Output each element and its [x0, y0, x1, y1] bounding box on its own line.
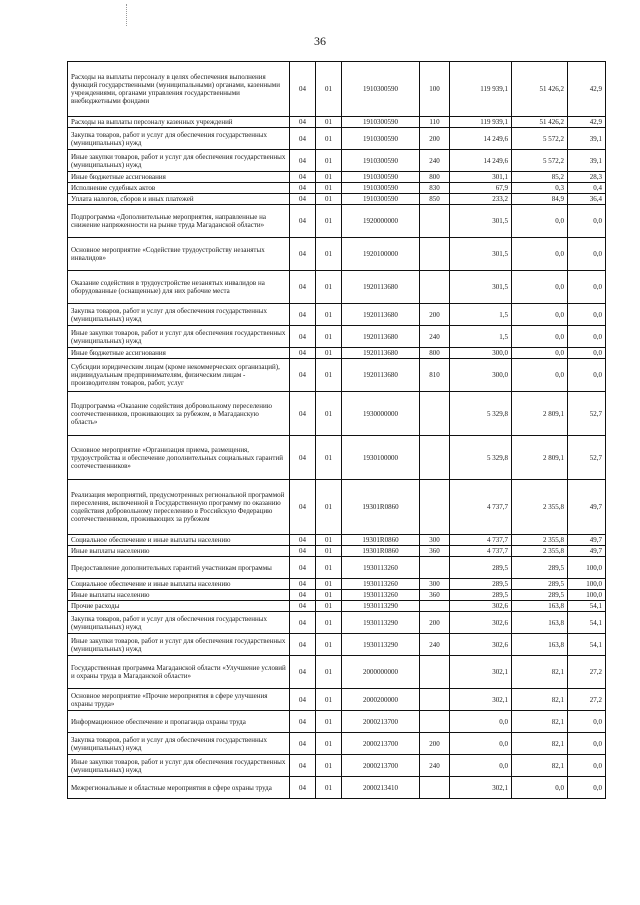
target-article: 1910300590 — [342, 150, 420, 172]
target-article: 2000000000 — [342, 656, 420, 689]
section-code: 04 — [290, 557, 316, 579]
table-row — [68, 601, 606, 612]
section-code: 04 — [290, 348, 316, 359]
target-article: 1920000000 — [342, 205, 420, 238]
table-row — [68, 777, 606, 799]
executed-amount: 0,0 — [512, 777, 568, 799]
execution-percent: 49,7 — [568, 535, 606, 546]
item-name: Подпрограмма «Оказание содействия добровольному переселению соотечественников, проживающих за рубежом, в Магаданскую область» — [68, 392, 290, 436]
subsection-code: 01 — [316, 117, 342, 128]
planned-amount: 5 329,8 — [450, 436, 512, 480]
executed-amount: 84,9 — [512, 194, 568, 205]
expense-type: 200 — [420, 733, 450, 755]
planned-amount: 302,1 — [450, 689, 512, 711]
executed-amount: 2 355,8 — [512, 535, 568, 546]
executed-amount: 163,8 — [512, 601, 568, 612]
table-row — [68, 238, 606, 271]
target-article: 1930100000 — [342, 436, 420, 480]
expense-type: 200 — [420, 128, 450, 150]
expense-type: 300 — [420, 535, 450, 546]
table-row — [68, 150, 606, 172]
section-code: 04 — [290, 612, 316, 634]
target-article: 1920113680 — [342, 326, 420, 348]
target-article: 1920100000 — [342, 238, 420, 271]
expense-type: 830 — [420, 183, 450, 194]
execution-percent: 0,0 — [568, 733, 606, 755]
section-code: 04 — [290, 359, 316, 392]
subsection-code: 01 — [316, 480, 342, 535]
table-row — [68, 326, 606, 348]
execution-percent: 27,2 — [568, 656, 606, 689]
subsection-code: 01 — [316, 535, 342, 546]
executed-amount: 0,0 — [512, 205, 568, 238]
executed-amount: 0,3 — [512, 183, 568, 194]
page-number: 36 — [314, 34, 326, 48]
subsection-code: 01 — [316, 601, 342, 612]
planned-amount: 302,1 — [450, 656, 512, 689]
item-name: Прочие расходы — [68, 601, 290, 612]
item-name: Основное мероприятие «Организация приема, размещения, трудоустройства и обеспечение дополнительных социальных гарантий соотечественников» — [68, 436, 290, 480]
item-name: Иные выплаты населению — [68, 546, 290, 557]
planned-amount: 119 939,1 — [450, 117, 512, 128]
executed-amount: 5 572,2 — [512, 150, 568, 172]
target-article: 2000213700 — [342, 711, 420, 733]
table-row — [68, 194, 606, 205]
subsection-code: 01 — [316, 359, 342, 392]
executed-amount: 0,0 — [512, 326, 568, 348]
execution-percent: 42,9 — [568, 117, 606, 128]
section-code: 04 — [290, 436, 316, 480]
target-article: 1920113680 — [342, 304, 420, 326]
executed-amount: 163,8 — [512, 612, 568, 634]
table-row — [68, 535, 606, 546]
expense-type: 240 — [420, 150, 450, 172]
expense-type: 240 — [420, 326, 450, 348]
table-row — [68, 348, 606, 359]
planned-amount: 0,0 — [450, 755, 512, 777]
item-name: Государственная программа Магаданской области «Улучшение условий и охраны труда в Магаданской области» — [68, 656, 290, 689]
execution-percent: 0,4 — [568, 183, 606, 194]
section-code: 04 — [290, 634, 316, 656]
execution-percent: 39,1 — [568, 128, 606, 150]
execution-percent: 0,0 — [568, 238, 606, 271]
section-code: 04 — [290, 601, 316, 612]
expense-type — [420, 557, 450, 579]
subsection-code: 01 — [316, 590, 342, 601]
expense-type: 850 — [420, 194, 450, 205]
target-article: 1910300590 — [342, 172, 420, 183]
execution-percent: 54,1 — [568, 601, 606, 612]
subsection-code: 01 — [316, 711, 342, 733]
expense-type — [420, 436, 450, 480]
expense-type: 810 — [420, 359, 450, 392]
target-article: 1910300590 — [342, 117, 420, 128]
section-code: 04 — [290, 271, 316, 304]
subsection-code: 01 — [316, 689, 342, 711]
item-name: Закупка товаров, работ и услуг для обеспечения государственных (муниципальных) нужд — [68, 128, 290, 150]
expense-type: 800 — [420, 348, 450, 359]
execution-percent: 100,0 — [568, 579, 606, 590]
executed-amount: 51 426,2 — [512, 117, 568, 128]
expense-type — [420, 238, 450, 271]
section-code: 04 — [290, 326, 316, 348]
planned-amount: 302,6 — [450, 612, 512, 634]
expense-type — [420, 689, 450, 711]
item-name: Иные закупки товаров, работ и услуг для обеспечения государственных (муниципальных) нужд — [68, 326, 290, 348]
execution-percent: 100,0 — [568, 557, 606, 579]
subsection-code: 01 — [316, 392, 342, 436]
subsection-code: 01 — [316, 194, 342, 205]
execution-percent: 0,0 — [568, 348, 606, 359]
item-name: Иные бюджетные ассигнования — [68, 172, 290, 183]
table-row — [68, 590, 606, 601]
execution-percent: 0,0 — [568, 777, 606, 799]
item-name: Реализация мероприятий, предусмотренных региональной программой переселения, включенной в Государственную программу по оказанию содействия добровольному переселению в Российскую Федерацию соотечественников, проживающих за рубежом — [68, 480, 290, 535]
item-name: Иные закупки товаров, работ и услуг для обеспечения государственных (муниципальных) нужд — [68, 755, 290, 777]
item-name: Информационное обеспечение и пропаганда охраны труда — [68, 711, 290, 733]
planned-amount: 301,1 — [450, 172, 512, 183]
expense-type — [420, 656, 450, 689]
item-name: Закупка товаров, работ и услуг для обеспечения государственных (муниципальных) нужд — [68, 612, 290, 634]
execution-percent: 52,7 — [568, 392, 606, 436]
table-row — [68, 546, 606, 557]
table-row — [68, 689, 606, 711]
target-article: 19301R0860 — [342, 546, 420, 557]
subsection-code: 01 — [316, 777, 342, 799]
table-row — [68, 271, 606, 304]
section-code: 04 — [290, 579, 316, 590]
expense-type — [420, 480, 450, 535]
table-row — [68, 436, 606, 480]
subsection-code: 01 — [316, 546, 342, 557]
expense-type — [420, 392, 450, 436]
expense-type — [420, 711, 450, 733]
executed-amount: 82,1 — [512, 656, 568, 689]
section-code: 04 — [290, 194, 316, 205]
section-code: 04 — [290, 117, 316, 128]
target-article: 1920113680 — [342, 271, 420, 304]
item-name: Закупка товаров, работ и услуг для обеспечения государственных (муниципальных) нужд — [68, 304, 290, 326]
item-name: Уплата налогов, сборов и иных платежей — [68, 194, 290, 205]
item-name: Закупка товаров, работ и услуг для обеспечения государственных (муниципальных) нужд — [68, 733, 290, 755]
subsection-code: 01 — [316, 612, 342, 634]
executed-amount: 5 572,2 — [512, 128, 568, 150]
section-code: 04 — [290, 777, 316, 799]
subsection-code: 01 — [316, 271, 342, 304]
subsection-code: 01 — [316, 579, 342, 590]
executed-amount: 289,5 — [512, 557, 568, 579]
table-row — [68, 62, 606, 117]
planned-amount: 14 249,6 — [450, 150, 512, 172]
planned-amount: 1,5 — [450, 326, 512, 348]
planned-amount: 289,5 — [450, 590, 512, 601]
table-row — [68, 117, 606, 128]
item-name: Социальное обеспечение и иные выплаты населению — [68, 535, 290, 546]
execution-percent: 100,0 — [568, 590, 606, 601]
planned-amount: 4 737,7 — [450, 480, 512, 535]
target-article: 1910300590 — [342, 62, 420, 117]
planned-amount: 5 329,8 — [450, 392, 512, 436]
planned-amount: 4 737,7 — [450, 546, 512, 557]
execution-percent: 39,1 — [568, 150, 606, 172]
planned-amount: 301,5 — [450, 205, 512, 238]
expense-type: 800 — [420, 172, 450, 183]
execution-percent: 49,7 — [568, 480, 606, 535]
planned-amount: 4 737,7 — [450, 535, 512, 546]
target-article: 1930113260 — [342, 590, 420, 601]
execution-percent: 0,0 — [568, 359, 606, 392]
expense-type: 240 — [420, 755, 450, 777]
target-article: 1910300590 — [342, 194, 420, 205]
expense-type — [420, 271, 450, 304]
target-article: 1930113290 — [342, 601, 420, 612]
executed-amount: 82,1 — [512, 755, 568, 777]
item-name: Иные выплаты населению — [68, 590, 290, 601]
section-code: 04 — [290, 238, 316, 271]
section-code: 04 — [290, 304, 316, 326]
item-name: Иные закупки товаров, работ и услуг для обеспечения государственных (муниципальных) нужд — [68, 150, 290, 172]
expense-type — [420, 777, 450, 799]
execution-percent: 49,7 — [568, 546, 606, 557]
planned-amount: 119 939,1 — [450, 62, 512, 117]
executed-amount: 0,0 — [512, 359, 568, 392]
executed-amount: 85,2 — [512, 172, 568, 183]
section-code: 04 — [290, 128, 316, 150]
table-row — [68, 711, 606, 733]
table-row — [68, 359, 606, 392]
target-article: 1930113290 — [342, 612, 420, 634]
subsection-code: 01 — [316, 656, 342, 689]
execution-percent: 0,0 — [568, 205, 606, 238]
target-article: 1920113680 — [342, 359, 420, 392]
expense-type: 200 — [420, 612, 450, 634]
executed-amount: 0,0 — [512, 304, 568, 326]
execution-percent: 54,1 — [568, 634, 606, 656]
item-name: Оказание содействия в трудоустройстве незанятых инвалидов на оборудованные (оснащенные) для них рабочие места — [68, 271, 290, 304]
execution-percent: 52,7 — [568, 436, 606, 480]
section-code: 04 — [290, 480, 316, 535]
item-name: Основное мероприятие «Прочие мероприятия в сфере улучшения охраны труда» — [68, 689, 290, 711]
section-code: 04 — [290, 205, 316, 238]
planned-amount: 302,6 — [450, 634, 512, 656]
subsection-code: 01 — [316, 634, 342, 656]
table-row — [68, 183, 606, 194]
executed-amount: 0,0 — [512, 348, 568, 359]
subsection-code: 01 — [316, 304, 342, 326]
subsection-code: 01 — [316, 238, 342, 271]
execution-percent: 0,0 — [568, 304, 606, 326]
section-code: 04 — [290, 689, 316, 711]
item-name: Исполнение судебных актов — [68, 183, 290, 194]
expense-type — [420, 205, 450, 238]
expense-type: 110 — [420, 117, 450, 128]
item-name: Предоставление дополнительных гарантий участникам программы — [68, 557, 290, 579]
executed-amount: 51 426,2 — [512, 62, 568, 117]
target-article: 19301R0860 — [342, 535, 420, 546]
table-row — [68, 128, 606, 150]
section-code: 04 — [290, 535, 316, 546]
table-row — [68, 733, 606, 755]
target-article: 19301R0860 — [342, 480, 420, 535]
target-article: 1930000000 — [342, 392, 420, 436]
section-code: 04 — [290, 711, 316, 733]
planned-amount: 300,0 — [450, 359, 512, 392]
subsection-code: 01 — [316, 150, 342, 172]
execution-percent: 0,0 — [568, 711, 606, 733]
execution-percent: 28,3 — [568, 172, 606, 183]
section-code: 04 — [290, 733, 316, 755]
subsection-code: 01 — [316, 62, 342, 117]
table-row — [68, 392, 606, 436]
planned-amount: 300,0 — [450, 348, 512, 359]
execution-percent: 36,4 — [568, 194, 606, 205]
planned-amount: 14 249,6 — [450, 128, 512, 150]
target-article: 2000213700 — [342, 733, 420, 755]
item-name: Иные бюджетные ассигнования — [68, 348, 290, 359]
executed-amount: 2 809,1 — [512, 436, 568, 480]
target-article: 1930113260 — [342, 579, 420, 590]
item-name: Подпрограмма «Дополнительные мероприятия, направленные на снижение напряженности на рынке труда Магаданской области» — [68, 205, 290, 238]
table-row — [68, 557, 606, 579]
table-row — [68, 634, 606, 656]
executed-amount: 0,0 — [512, 271, 568, 304]
planned-amount: 289,5 — [450, 557, 512, 579]
table-row — [68, 205, 606, 238]
planned-amount: 289,5 — [450, 579, 512, 590]
subsection-code: 01 — [316, 557, 342, 579]
expense-type: 360 — [420, 590, 450, 601]
section-code: 04 — [290, 546, 316, 557]
table-row — [68, 656, 606, 689]
section-code: 04 — [290, 392, 316, 436]
execution-percent: 0,0 — [568, 755, 606, 777]
section-code: 04 — [290, 590, 316, 601]
section-code: 04 — [290, 656, 316, 689]
table-row — [68, 579, 606, 590]
executed-amount: 0,0 — [512, 238, 568, 271]
subsection-code: 01 — [316, 326, 342, 348]
expense-type: 200 — [420, 304, 450, 326]
planned-amount: 0,0 — [450, 711, 512, 733]
subsection-code: 01 — [316, 128, 342, 150]
expense-type — [420, 601, 450, 612]
item-name: Расходы на выплаты персоналу казенных учреждений — [68, 117, 290, 128]
executed-amount: 82,1 — [512, 733, 568, 755]
executed-amount: 163,8 — [512, 634, 568, 656]
expense-type: 100 — [420, 62, 450, 117]
item-name: Иные закупки товаров, работ и услуг для обеспечения государственных (муниципальных) нужд — [68, 634, 290, 656]
budget-table — [67, 61, 606, 799]
target-article: 2000200000 — [342, 689, 420, 711]
section-code: 04 — [290, 150, 316, 172]
executed-amount: 289,5 — [512, 590, 568, 601]
executed-amount: 82,1 — [512, 711, 568, 733]
planned-amount: 301,5 — [450, 271, 512, 304]
executed-amount: 2 809,1 — [512, 392, 568, 436]
target-article: 1910300590 — [342, 128, 420, 150]
table-row — [68, 304, 606, 326]
expense-type: 240 — [420, 634, 450, 656]
item-name: Расходы на выплаты персоналу в целях обеспечения выполнения функций государственными (муниципальными) органами, казенными учреждениями, органами управления государственными внебюджетными фондами — [68, 62, 290, 117]
section-code: 04 — [290, 172, 316, 183]
expense-type: 360 — [420, 546, 450, 557]
planned-amount: 0,0 — [450, 733, 512, 755]
margin-mark — [126, 4, 137, 26]
item-name: Социальное обеспечение и иные выплаты населению — [68, 579, 290, 590]
item-name: Субсидии юридическим лицам (кроме некоммерческих организаций), индивидуальным предпринимателям, физическим лицам - производителям товаров, работ, услуг — [68, 359, 290, 392]
subsection-code: 01 — [316, 172, 342, 183]
planned-amount: 301,5 — [450, 238, 512, 271]
planned-amount: 233,2 — [450, 194, 512, 205]
target-article: 1930113260 — [342, 557, 420, 579]
table-row — [68, 612, 606, 634]
planned-amount: 302,6 — [450, 601, 512, 612]
table-row — [68, 480, 606, 535]
execution-percent: 27,2 — [568, 689, 606, 711]
expense-type: 300 — [420, 579, 450, 590]
subsection-code: 01 — [316, 348, 342, 359]
target-article: 2000213700 — [342, 755, 420, 777]
subsection-code: 01 — [316, 183, 342, 194]
executed-amount: 2 355,8 — [512, 480, 568, 535]
subsection-code: 01 — [316, 733, 342, 755]
section-code: 04 — [290, 755, 316, 777]
executed-amount: 82,1 — [512, 689, 568, 711]
section-code: 04 — [290, 183, 316, 194]
execution-percent: 0,0 — [568, 271, 606, 304]
table-row — [68, 755, 606, 777]
executed-amount: 289,5 — [512, 579, 568, 590]
target-article: 1930113290 — [342, 634, 420, 656]
planned-amount: 67,9 — [450, 183, 512, 194]
subsection-code: 01 — [316, 205, 342, 238]
item-name: Основное мероприятие «Содействие трудоустройству незанятых инвалидов» — [68, 238, 290, 271]
target-article: 1920113680 — [342, 348, 420, 359]
planned-amount: 302,1 — [450, 777, 512, 799]
subsection-code: 01 — [316, 436, 342, 480]
planned-amount: 1,5 — [450, 304, 512, 326]
subsection-code: 01 — [316, 755, 342, 777]
execution-percent: 0,0 — [568, 326, 606, 348]
section-code: 04 — [290, 62, 316, 117]
target-article: 2000213410 — [342, 777, 420, 799]
execution-percent: 42,9 — [568, 62, 606, 117]
table-row — [68, 172, 606, 183]
item-name: Межрегиональные и областные мероприятия в сфере охраны труда — [68, 777, 290, 799]
execution-percent: 54,1 — [568, 612, 606, 634]
executed-amount: 2 355,8 — [512, 546, 568, 557]
target-article: 1910300590 — [342, 183, 420, 194]
